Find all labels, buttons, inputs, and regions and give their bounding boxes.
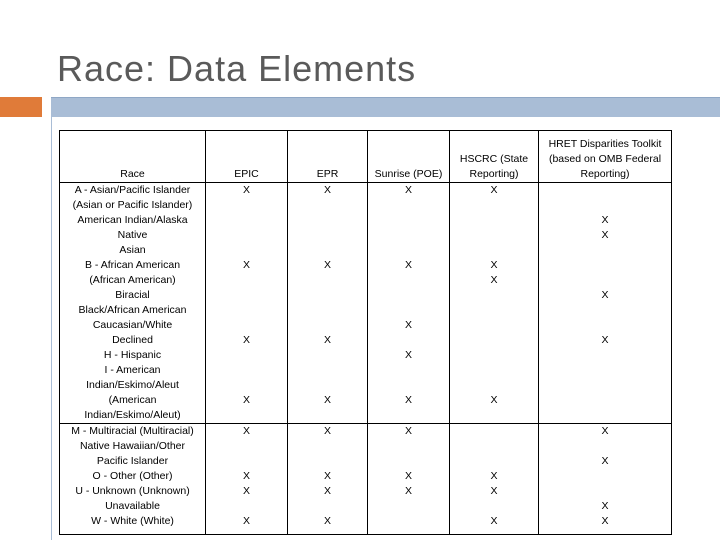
sunrise-marks: X X X X X: [404, 184, 412, 406]
header-cell-hret: HRET Disparities Toolkit (based on OMB Federal Reporting): [539, 131, 672, 183]
epr-marks: X X X X: [323, 425, 331, 527]
header-cell-race: Race: [60, 131, 206, 183]
hscrc-column-cell: [450, 183, 539, 424]
hret-column-cell: [539, 183, 672, 424]
header-cell-epic: EPIC: [206, 131, 288, 183]
sunrise-marks: X X X: [404, 425, 412, 497]
hscrc-marks: X X X X: [490, 184, 498, 406]
table-row: [60, 424, 672, 535]
race-list-cell: [60, 183, 206, 424]
sunrise-column-cell: [368, 183, 450, 424]
race-data-table: [59, 130, 671, 527]
title-rule: [51, 97, 720, 117]
sunrise-column-cell: [368, 424, 450, 535]
epr-column-cell: [288, 424, 368, 535]
race-list: M - Multiracial (Multiracial) Native Hawaiian/Other Pacific Islander O - Other (Other) U - Unknown (Unknown) Unavailable W - White (White): [71, 425, 194, 527]
side-rule: [51, 117, 52, 540]
hscrc-marks: X X X: [490, 470, 498, 527]
race-list-cell: [60, 424, 206, 535]
hret-column-cell: [539, 424, 672, 535]
hscrc-column-cell: [450, 424, 539, 535]
slide-title: Race: Data Elements: [57, 48, 417, 89]
race-list: A - Asian/Pacific Islander (Asian or Pacific Islander) American Indian/Alaska Native Asian B - African American (African American) Biracial Black/African American Caucasian/White Declined H - Hispanic I - American Indian/Eskimo/Aleut (American Indian/Eskimo/Aleut): [72, 184, 193, 421]
epic-marks: X X X X: [242, 184, 250, 406]
header-cell-sunrise: Sunrise (POE): [368, 131, 450, 183]
table-row: [60, 183, 672, 424]
epic-column-cell: [206, 424, 288, 535]
hret-marks: X X X X: [601, 425, 609, 527]
accent-block: [0, 97, 42, 117]
epr-column-cell: [288, 183, 368, 424]
epic-marks: X X X X: [242, 425, 250, 527]
header-row: [60, 131, 672, 183]
epr-marks: X X X X: [323, 184, 331, 406]
hret-marks: X X X X: [601, 214, 609, 346]
header-cell-hscrc: HSCRC (State Reporting): [450, 131, 539, 183]
epic-column-cell: [206, 183, 288, 424]
header-cell-epr: EPR: [288, 131, 368, 183]
